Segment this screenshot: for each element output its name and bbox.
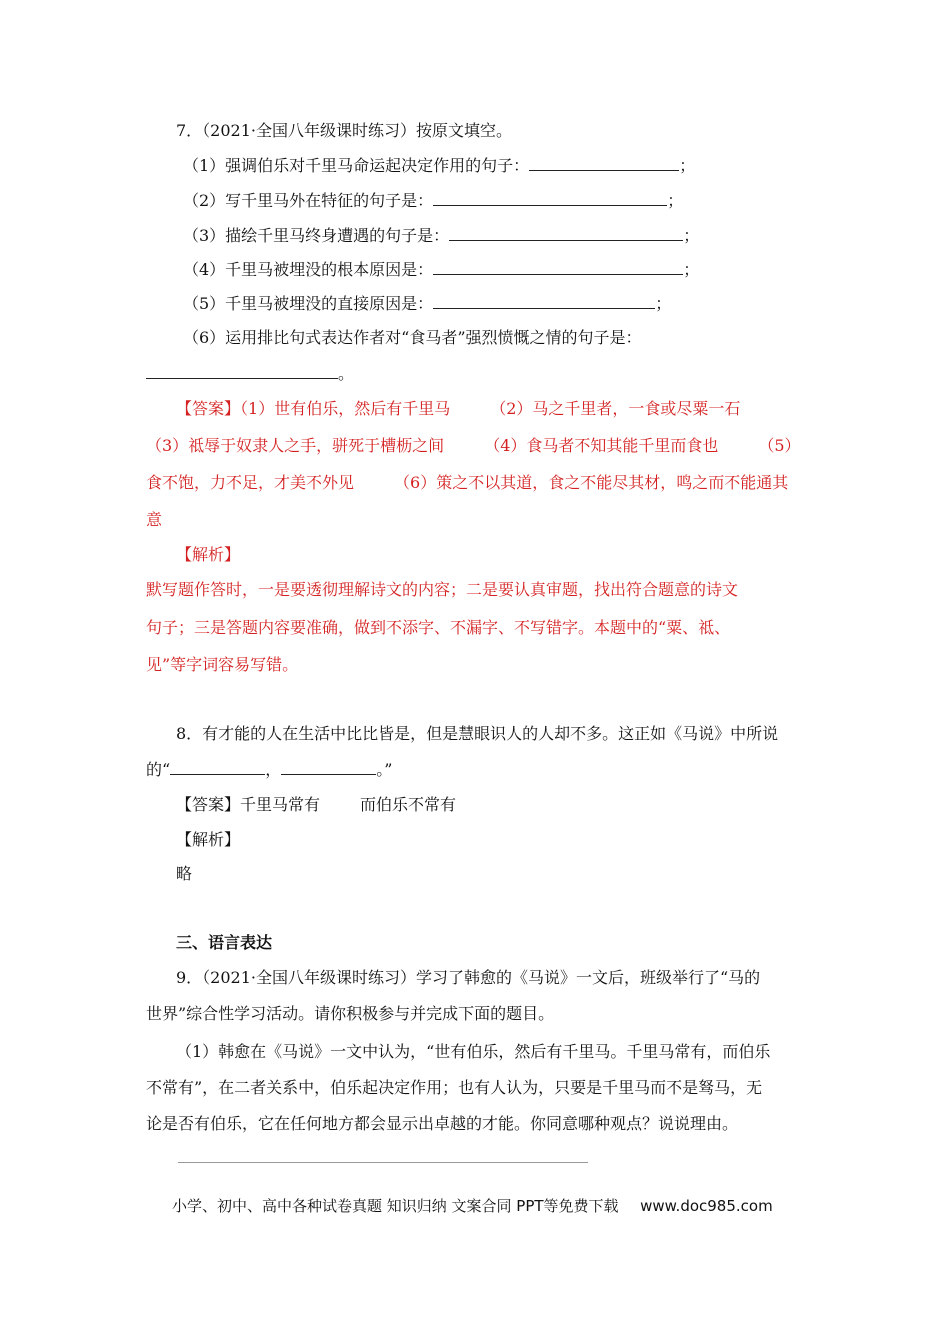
q8-stem-line-2 — [146, 760, 392, 780]
q7-item-1-blank[interactable] — [529, 156, 679, 171]
q7-item-3-blank[interactable] — [449, 226, 683, 241]
q8-answer-a: 千里马常有 — [240, 795, 321, 814]
footer — [172, 1196, 773, 1216]
answer-rule-line[interactable] — [178, 1162, 588, 1163]
q8-stem-start: 的“ — [146, 760, 171, 779]
q7-answer-4: （4）食马者不知其能千里而食也 — [484, 436, 719, 455]
q7-item-1 — [183, 156, 695, 176]
q9-sub-line-2: 不常有”，在二者关系中，伯乐起决定作用；也有人认为，只要是千里马而不是驽马，无 — [146, 1078, 763, 1097]
q8-answer — [176, 795, 456, 815]
q7-item-1-label: （1）强调伯乐对千里马命运起决定作用的句子： — [183, 156, 530, 175]
q7-item-3-label: （3）描绘千里马终身遭遇的句子是： — [183, 226, 450, 245]
q7-item-2-label: （2）写千里马外在特征的句子是： — [183, 191, 434, 210]
q7-item-4-label: （4）千里马被埋没的根本原因是： — [183, 260, 434, 279]
q9-sub-line-1: （1）韩愈在《马说》一文中认为，“世有伯乐，然后有千里马。千里马常有，而伯乐 — [176, 1042, 771, 1061]
q7-item-4 — [183, 260, 699, 280]
q8-analysis-text: 略 — [176, 864, 193, 883]
q7-answer-2: （2）马之千里者，一食或尽粟一石 — [490, 399, 741, 418]
q7-item-6-answer-line — [146, 364, 354, 384]
footer-url[interactable]: www.doc985.com — [640, 1197, 773, 1215]
q7-answer-line-1 — [176, 399, 740, 419]
q7-item-2 — [183, 191, 683, 211]
q7-answer-6: （6）策之不以其道，食之不能尽其材，鸣之而不能通其 — [394, 473, 789, 492]
q7-item-5-blank[interactable] — [433, 294, 655, 309]
q7-item-6: （6）运用排比句式表达作者对“食马者”强烈愤慨之情的句子是： — [183, 328, 642, 347]
q7-item-6-end: 。 — [338, 364, 355, 383]
q7-item-6-blank[interactable] — [146, 364, 338, 379]
q7-analysis-line-2: 句子；三是答题内容要准确，做到不添字、不漏字、不写错字。本题中的“粟、祗、 — [146, 618, 731, 637]
q7-item-5-end: ； — [655, 294, 672, 313]
q7-item-1-end: ； — [679, 156, 696, 175]
q7-item-5 — [183, 294, 671, 314]
q8-answer-b: 而伯乐不常有 — [360, 795, 457, 814]
q7-analysis-tag: 【解析】 — [176, 545, 241, 564]
q7-stem: 7．（2021·全国八年级课时练习）按原文填空。 — [176, 121, 512, 140]
q9-stem-line-2: 世界”综合性学习活动。请你积极参与并完成下面的题目。 — [146, 1004, 555, 1023]
q8-blank-2[interactable] — [281, 760, 376, 775]
q7-analysis-line-1: 默写题作答时，一是要透彻理解诗文的内容；二是要认真审题，找出符合题意的诗文 — [146, 580, 739, 599]
q8-analysis-tag: 【解析】 — [176, 830, 241, 849]
q7-analysis-line-3: 见”等字词容易写错。 — [146, 655, 299, 674]
q7-answer-5: 食不饱，力不足，才美不外见 — [146, 473, 355, 492]
q9-sub-line-3: 论是否有伯乐，它在任何地方都会显示出卓越的才能。你同意哪种观点？说说理由。 — [146, 1114, 739, 1133]
q8-stem-end: 。” — [376, 760, 393, 779]
q7-item-2-blank[interactable] — [433, 191, 667, 206]
q7-answer-line-3 — [146, 473, 788, 493]
q7-item-4-blank[interactable] — [433, 260, 683, 275]
q8-stem-line-1: 8．有才能的人在生活中比比皆是，但是慧眼识人的人却不多。这正如《马说》中所说 — [176, 724, 779, 743]
footer-text: 小学、初中、高中各种试卷真题 知识归纳 文案合同 PPT等免费下载 — [172, 1197, 619, 1215]
q9-stem-line-1: 9．（2021·全国八年级课时练习）学习了韩愈的《马说》一文后，班级举行了“马的 — [176, 968, 761, 987]
section-3-title: 三、语言表达 — [176, 933, 273, 952]
q7-answer-3: （3）祗辱于奴隶人之手，骈死于槽枥之间 — [146, 436, 445, 455]
q7-item-4-end: ； — [683, 260, 700, 279]
q7-answer-line-2 — [146, 436, 801, 456]
q7-item-5-label: （5）千里马被埋没的直接原因是： — [183, 294, 434, 313]
q7-answer-5-num: （5） — [758, 436, 801, 455]
q7-answer-line-4: 意 — [146, 510, 163, 529]
q8-stem-mid: ， — [265, 760, 282, 779]
q7-item-3-end: ； — [683, 226, 700, 245]
q7-answer-1: （1）世有伯乐，然后有千里马 — [240, 399, 451, 418]
q7-item-2-end: ； — [667, 191, 684, 210]
q8-blank-1[interactable] — [170, 760, 265, 775]
q7-item-3 — [183, 226, 699, 246]
q7-answer-tag: 【答案】 — [176, 399, 241, 418]
q8-answer-tag: 【答案】 — [176, 795, 241, 814]
